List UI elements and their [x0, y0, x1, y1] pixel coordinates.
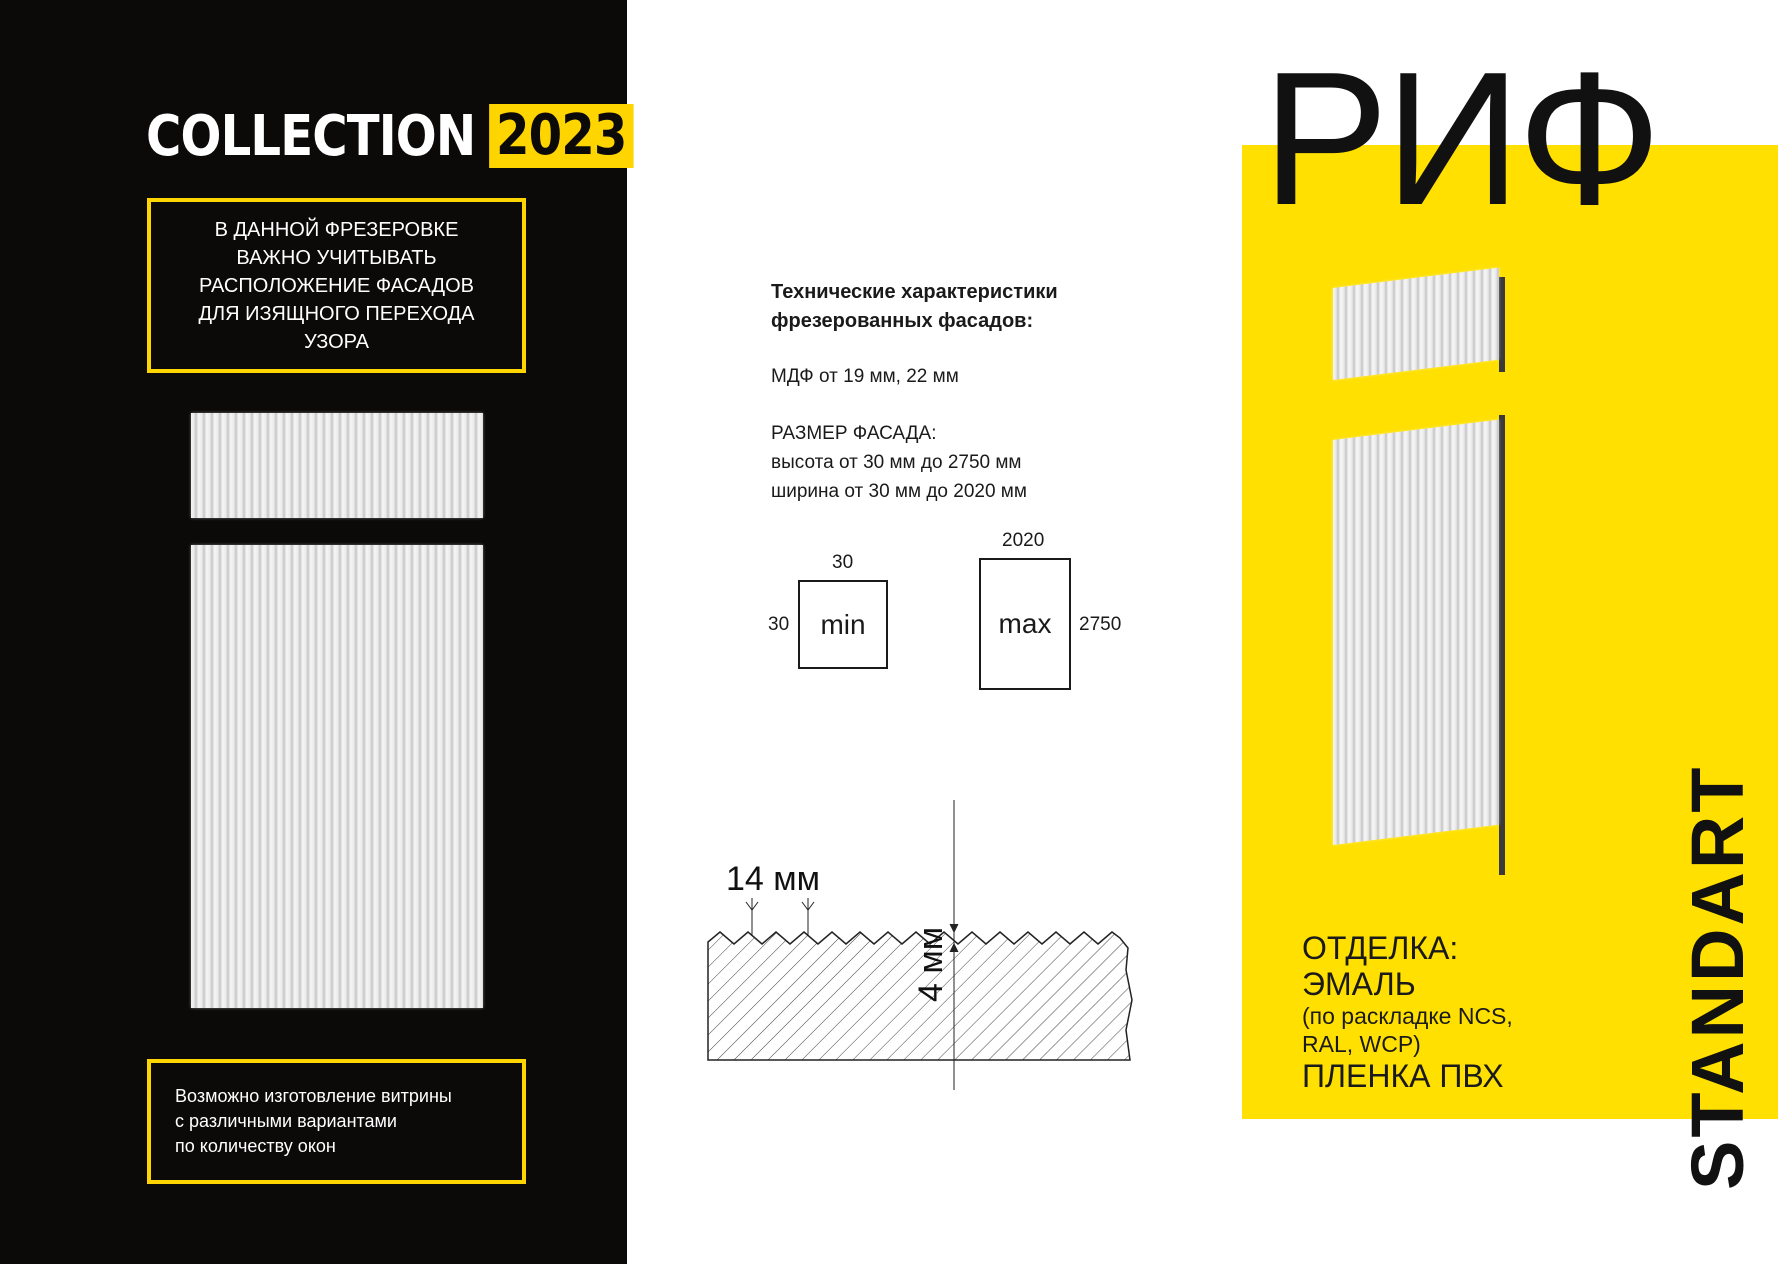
finish-note-line: RAL, WCP) [1302, 1031, 1421, 1057]
product-name: РИФ [1262, 33, 1658, 245]
spec-title [771, 278, 1058, 336]
placement-notice-text [199, 216, 475, 356]
pitch-dimension-label: 14 мм [726, 860, 821, 898]
collection-word: COLLECTION [146, 103, 476, 169]
notice-line: ДЛЯ ИЗЯЩНОГО ПЕРЕХОДА [198, 302, 475, 325]
max-width-label: 2020 [1002, 530, 1045, 551]
finish-title: ОТДЕЛКА: [1302, 930, 1459, 966]
facade-top-panel-image [191, 413, 483, 518]
facade-main-edge [1499, 415, 1505, 875]
finish-note-line: (по раскладке NCS, [1302, 1003, 1513, 1029]
min-size-box [798, 580, 888, 669]
series-label: STANDART [1676, 764, 1759, 1190]
notice-line: Возможно изготовление витрины [175, 1086, 452, 1106]
collection-title [146, 104, 633, 168]
finish-info [1302, 930, 1513, 1094]
facade-top-edge [1499, 277, 1505, 372]
spec-width-range: ширина от 30 мм до 2020 мм [771, 481, 1027, 502]
min-size-label: min [820, 608, 866, 640]
min-width-label: 30 [832, 552, 854, 573]
spec-height-range: высота от 30 мм до 2750 мм [771, 452, 1022, 473]
max-size-label: max [998, 608, 1052, 639]
spec-size-title: РАЗМЕР ФАСАДА: [771, 423, 937, 444]
facade-main-panel-image [191, 545, 483, 1008]
depth-dimension-label: 4 мм [912, 926, 950, 1002]
finish-enamel: ЭМАЛЬ [1302, 966, 1416, 1002]
max-size-box [979, 558, 1071, 690]
spec-title-line: Технические характеристики [771, 281, 1058, 303]
depth-arrow [950, 924, 958, 932]
max-height-label: 2750 [1079, 614, 1122, 635]
notice-line: с различными вариантами [175, 1111, 397, 1131]
notice-line: ВАЖНО УЧИТЫВАТЬ [236, 246, 437, 269]
spec-title-line: фрезерованных фасадов: [771, 310, 1034, 332]
notice-line: УЗОРА [303, 330, 370, 353]
min-height-label: 30 [768, 614, 790, 635]
notice-line: В ДАННОЙ ФРЕЗЕРОВКЕ [214, 218, 459, 241]
facade-3d-main-panel-image [1333, 420, 1499, 845]
showcase-notice-box [147, 1059, 526, 1184]
collection-year-badge: 2023 [489, 104, 633, 168]
notice-line: по количеству окон [175, 1136, 336, 1156]
placement-notice-box [147, 198, 526, 373]
left-panel [0, 0, 627, 1264]
notice-line: РАСПОЛОЖЕНИЕ ФАСАДОВ [199, 274, 474, 297]
finish-film: ПЛЕНКА ПВХ [1302, 1058, 1504, 1094]
showcase-notice-text [175, 1084, 452, 1159]
spec-material: МДФ от 19 мм, 22 мм [771, 366, 959, 387]
profile-cross-section-drawing [700, 860, 1180, 1130]
